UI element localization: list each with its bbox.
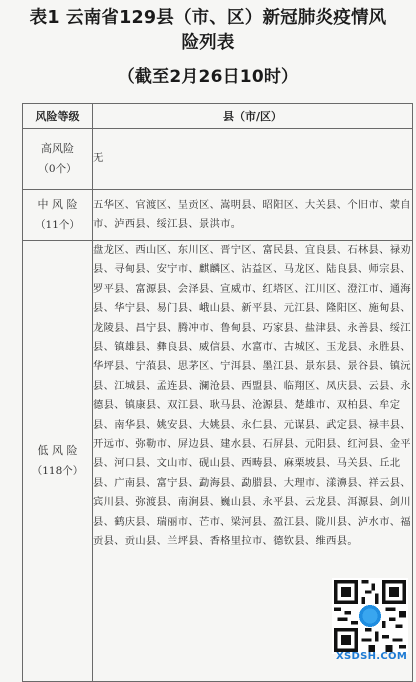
table-header-row [23, 104, 413, 129]
high-risk-counties: 无 [93, 129, 413, 190]
low-risk-level-cell [23, 241, 93, 682]
title-line-2: 险列表 [181, 33, 235, 53]
header-counties: 县（市/区） [93, 104, 413, 129]
qr-code-image [332, 578, 408, 654]
high-risk-count: （0个） [38, 163, 77, 175]
header-risk-level: 风险等级 [23, 104, 93, 129]
high-risk-label: 高风险 [41, 142, 74, 155]
medium-risk-level-cell [23, 190, 93, 241]
table-row-medium-risk [23, 190, 413, 241]
watermark-site: XSDSH.COM [336, 651, 408, 662]
medium-risk-count: （11个） [35, 219, 80, 231]
medium-risk-label: 中 风 险 [37, 198, 78, 211]
title-line-1: 表1 云南省129县（市、区）新冠肺炎疫情风 [29, 8, 387, 28]
table-row-high-risk [23, 129, 413, 190]
low-risk-label: 低 风 险 [37, 444, 78, 457]
document-title [10, 6, 406, 90]
low-risk-count: （118个） [31, 465, 84, 477]
title-date: （截至2月26日10时） [117, 67, 299, 87]
low-risk-counties: 盘龙区、西山区、东川区、晋宁区、富民县、宜良县、石林县、禄劝县、寻甸县、安宁市、麒麟区、沾益区、马龙区、陆良县、师宗县、罗平县、富源县、会泽县、宣威市、红塔区、江川区、澄江市、通海县、华宁县、易门县、峨山县、新平县、元江县、隆阳区、施甸县、龙陵县、昌宁县、腾冲市、鲁甸县、巧家县、盐津县、永善县、绥江县、镇雄县、彝良县、威信县、水富市、古城区、玉龙县、永胜县、华坪县、宁蒗县、思茅区、宁洱县、墨江县、景东县、景谷县、镇沅县、江城县、孟连县、澜沧县、西盟县、临翔区、凤庆县、云县、永德县、镇康县、双江县、耿马县、沧源县、楚雄市、双柏县、牟定县、南华县、姚安县、大姚县、永仁县、元谋县、武定县、禄丰县、开远市、弥勒市、屏边县、建水县、石屏县、元阳县、红河县、金平县、河口县、文山市、砚山县、西畴县、麻栗坡县、马关县、丘北县、广南县、富宁县、勐海县、勐腊县、大理市、漾濞县、祥云县、宾川县、弥渡县、南涧县、巍山县、永平县、云龙县、洱源县、剑川县、鹤庆县、瑞丽市、芒市、梁河县、盈江县、陇川县、泸水市、福贡县、贡山县、兰坪县、香格里拉市、德钦县、维西县。 [93, 244, 411, 548]
high-risk-level-cell [23, 129, 93, 190]
medium-risk-counties: 五华区、官渡区、呈贡区、嵩明县、昭阳区、大关县、个旧市、蒙自市、泸西县、绥江县、景洪市。 [93, 190, 413, 241]
